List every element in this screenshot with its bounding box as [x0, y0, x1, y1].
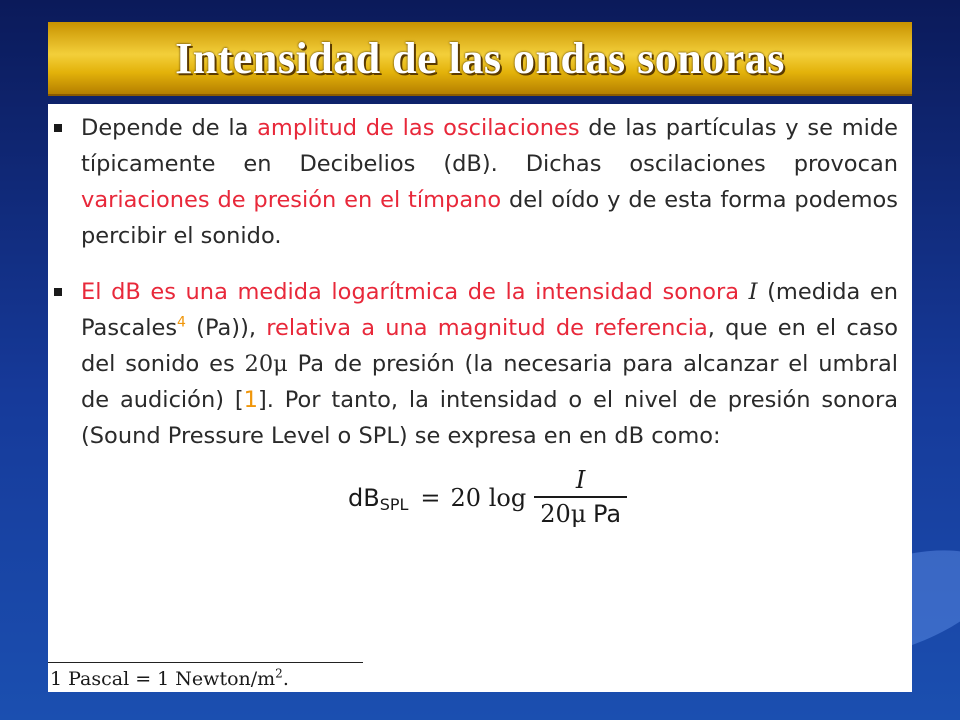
footnote-text: 1 Pascal = 1 Newton/m	[50, 668, 276, 690]
bullet-text: ]. Por tanto, la intensidad o el nivel de presión sonora (Sound Pressure Level o SPL) se expresa en en dB como:	[81, 387, 898, 449]
footnote	[50, 668, 289, 690]
bullet-text: (Pa)),	[185, 315, 267, 341]
footnote-reference[interactable]: 4	[177, 314, 186, 331]
formula-subscript: SPL	[379, 495, 409, 514]
formula-lhs: dB	[348, 483, 380, 512]
bullet-text: , que en el caso del sonido es	[81, 315, 898, 377]
formula-coefficient: 20 log	[450, 483, 527, 512]
denominator-value: 20μ	[540, 500, 587, 528]
bullet-text: Depende de la	[81, 115, 258, 141]
formula-fraction	[534, 466, 627, 529]
bullet-list	[48, 110, 898, 474]
highlight-reference-magnitude: relativa a una magnitud de referencia	[266, 315, 708, 341]
title-bar	[48, 22, 912, 96]
footnote-superscript: 2	[275, 666, 283, 681]
formula-equals: =	[420, 483, 441, 512]
slide-content-panel	[48, 104, 912, 692]
bullet-text: (medida en Pascales	[81, 279, 899, 341]
highlight-db-definition: El dB es una medida logarítmica de la intensidad sonora	[81, 279, 740, 305]
spl-formula	[348, 466, 627, 529]
intensity-symbol: I	[748, 279, 758, 305]
bullet-text: Pa de presión (la necesaria para alcanzar el umbral de audición) [	[81, 351, 898, 413]
highlight-amplitude: amplitud de las oscilaciones	[257, 115, 580, 141]
bullet-text: de las partículas y se mide típicamente en Decibelios (dB). Dichas oscilaciones provocan	[81, 115, 898, 177]
bullet-marker	[54, 288, 62, 296]
highlight-pressure-variation: variaciones de presión en el tímpano	[81, 187, 502, 213]
bullet-item-1	[48, 110, 898, 254]
denominator-unit: Pa	[593, 500, 622, 528]
footnote-end: .	[282, 668, 289, 690]
reference-value: 20μ	[244, 351, 288, 377]
footnote-divider	[48, 662, 363, 663]
slide-title: Intensidad de las ondas sonoras	[175, 33, 785, 83]
bullet-text: del oído y de esta forma podemos percibir el sonido.	[81, 187, 898, 249]
citation-link[interactable]: 1	[243, 387, 258, 413]
formula-numerator: I	[575, 466, 586, 494]
formula-denominator	[534, 496, 627, 529]
bullet-marker	[54, 124, 62, 132]
bullet-item-2	[48, 274, 898, 454]
